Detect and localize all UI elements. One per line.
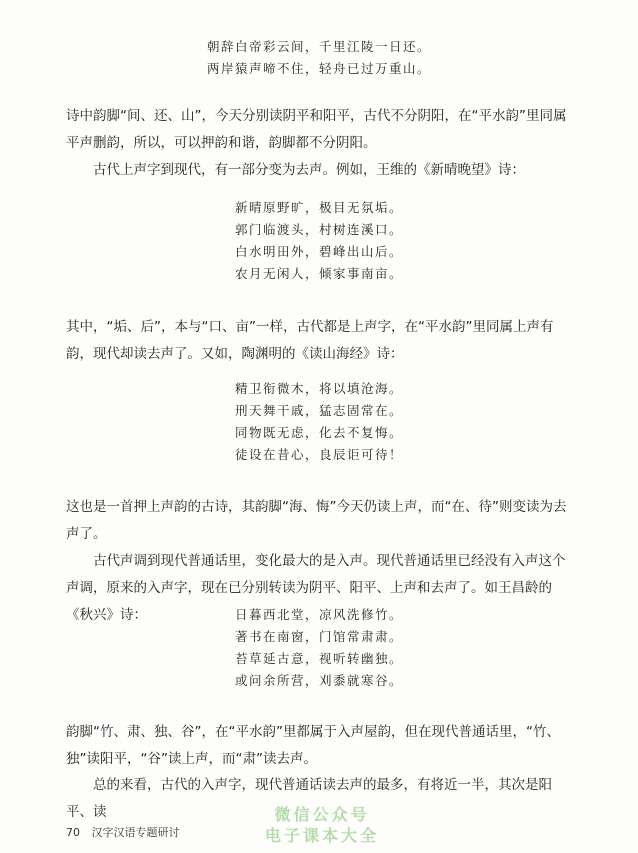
paragraph: 韵脚“竹、肃、独、谷”，在“平水韵”里都属于入声屋韵，但在现代普通话里，“竹、独”读阳平，“谷”读上声，而“肃”读去声。 bbox=[66, 724, 560, 767]
page-number: 70 bbox=[66, 826, 80, 839]
paragraph: 诗中韵脚“间、还、山”，今天分别读阴平和阳平，古代不分阴阳，在“平水韵”里同属平声删韵，所以，可以押韵和谐，韵脚都不分阴阳。 bbox=[66, 108, 567, 151]
paragraph: 总的来看，古代的入声字，现代普通话读去声的最多，有将近一半，其次是阳平、读 bbox=[66, 777, 552, 820]
poem-line: 日暮西北堂，凉风洗修竹。 bbox=[234, 607, 403, 622]
poem-block-1 bbox=[0, 36, 638, 80]
watermark bbox=[232, 804, 412, 846]
poem-line: 农月无闲人，倾家事南亩。 bbox=[234, 266, 403, 281]
paragraph: 这也是一首押上声韵的古诗，其韵脚“海、悔”今天仍读上声，而“在、待”则变读为去声了。 bbox=[66, 499, 567, 542]
poem-line: 苔草延古意，视听转幽独。 bbox=[234, 651, 403, 666]
poem-line: 朝辞白帝彩云间，千里江陵一日还。 bbox=[206, 39, 431, 54]
poem-line: 同物既无虑，化去不复悔。 bbox=[234, 425, 403, 440]
book-title: 汉字汉语专题研讨 bbox=[91, 826, 180, 839]
poem-line: 郭门临渡头，村树连溪口。 bbox=[234, 222, 403, 237]
watermark-line: 微信公众号 bbox=[274, 805, 370, 824]
poem-line: 新晴原野旷，极目无氛垢。 bbox=[234, 200, 403, 215]
poem-block-2 bbox=[0, 197, 638, 285]
poem-line: 白水明田外，碧峰出山后。 bbox=[234, 244, 403, 259]
paragraph: 其中，“垢、后”，本与“口、亩”一样，古代都是上声字，在“平水韵”里同属上声有韵，现代却读去声了。又如，陶渊明的《读山海经》诗： bbox=[66, 319, 554, 362]
poem-line: 两岸猿声啼不住，轻舟已过万重山。 bbox=[206, 61, 431, 76]
poem-block-4 bbox=[0, 604, 638, 692]
poem-line: 精卫衔微木，将以填沧海。 bbox=[234, 381, 403, 396]
poem-line: 徒设在昔心，良辰讵可待！ bbox=[234, 447, 403, 462]
poem-line: 刑天舞干戚，猛志固常在。 bbox=[234, 403, 403, 418]
paragraph: 古代声调到现代普通话里，变化最大的是入声。现代普通话里已经没有入声这个声调，原来的入声字，现在已分别转读为阴平、阳平、上声和去声了。如王昌龄的《秋兴》诗： bbox=[66, 553, 566, 623]
poem-block-3 bbox=[0, 378, 638, 466]
poem-line: 著书在南窗，门馆常肃肃。 bbox=[234, 629, 403, 644]
watermark-line: 电子课本大全 bbox=[264, 826, 379, 845]
page-footer bbox=[66, 824, 180, 840]
paragraph: 古代上声字到现代，有一部分变为去声。例如，王维的《新晴晚望》诗： bbox=[93, 162, 525, 178]
poem-line: 或问余所营，刈黍就寒谷。 bbox=[234, 673, 403, 688]
